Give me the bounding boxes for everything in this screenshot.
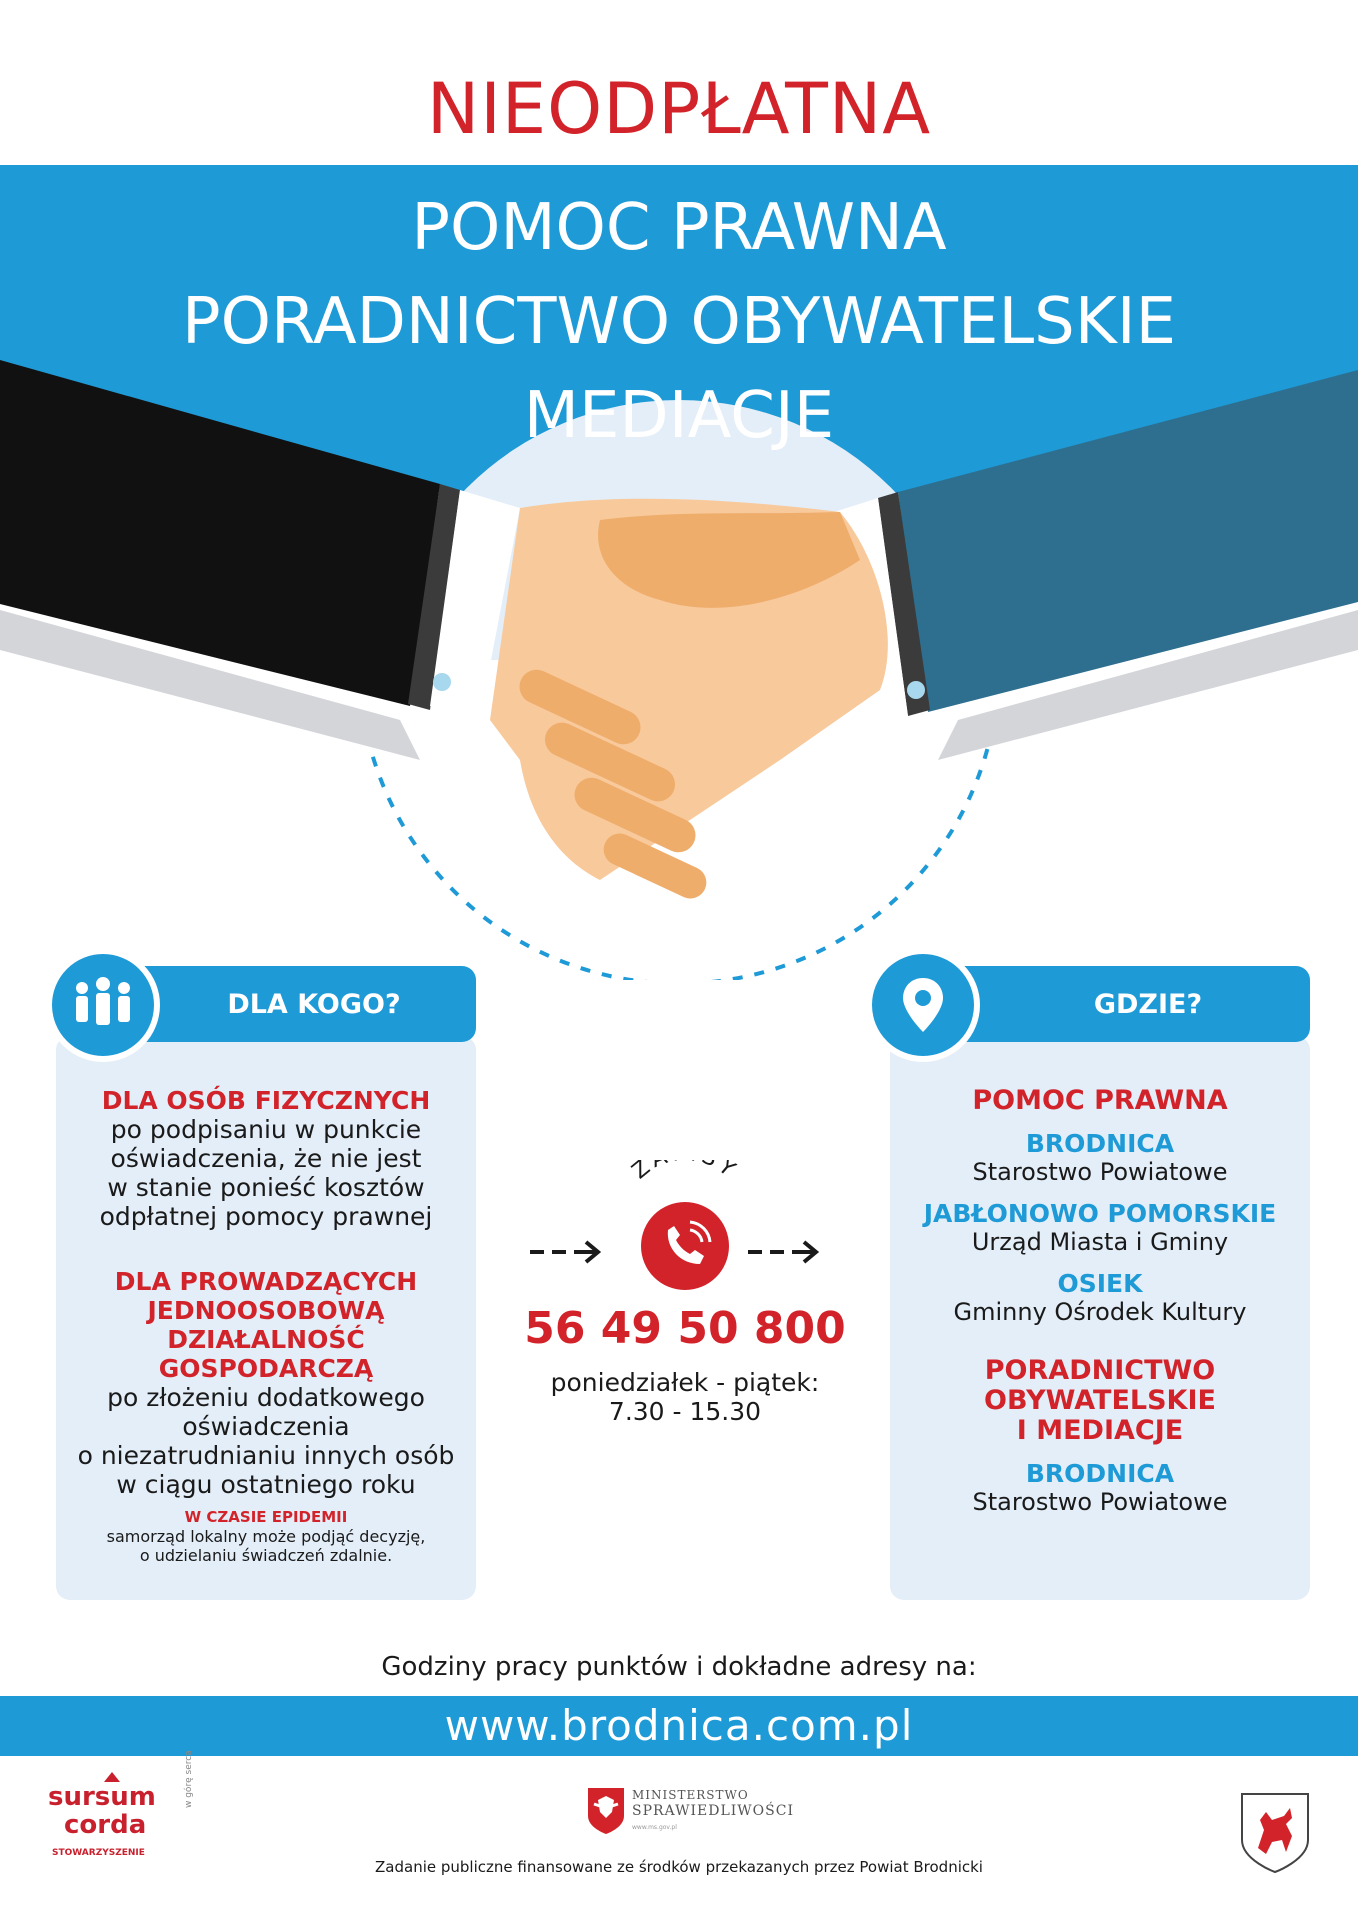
phone-number[interactable]: 56 49 50 800 [524,1303,846,1354]
page-title: NIEODPŁATNA [426,68,932,150]
office-hours [500,1368,870,1426]
office-time: 7.30 - 15.30 [608,1397,762,1426]
arrow-right-icon [748,1242,816,1262]
website-link[interactable]: www.brodnica.com.pl [0,1696,1358,1756]
who-block2-heading: JEDNOOSOBOWĄ [147,1296,385,1325]
who-block2-line: po złożeniu dodatkowego [107,1383,425,1412]
where-place: Gminny Ośrodek Kultury [953,1298,1247,1326]
epidemic-line: samorząd lokalny może podjąć decyzję, [106,1527,426,1546]
phone-icon[interactable] [641,1202,729,1290]
where-section2-heading: I MEDIACJE [1016,1415,1184,1446]
svg-text:ZAPISY [628,1160,743,1184]
ministry-line-2: SPRAWIEDLIWOŚCI [632,1803,794,1819]
who-block2-heading: DLA PROWADZĄCYCH [114,1267,418,1296]
where-section1-heading: POMOC PRAWNA [972,1085,1228,1116]
who-block1-line: oświadczenia, że nie jest [110,1144,422,1173]
headline-line-3: MEDIACJE [523,379,835,453]
county-crest-icon [1238,1790,1312,1876]
where-city: BRODNICA [1025,1129,1175,1158]
headline-line-2: PORADNICTWO OBYWATELSKIE [182,285,1176,359]
where-city: BRODNICA [1025,1459,1175,1488]
where-section2-heading: PORADNICTWO [984,1355,1216,1386]
ministry-url: www.ms.gov.pl [632,1824,677,1831]
where-city: JABŁONOWO POMORSKIE [923,1199,1277,1228]
who-block2-line: oświadczenia [182,1412,350,1441]
signup-label: Z Y [627,1160,743,1185]
hero-headline [0,191,1358,478]
where-city: OSIEK [1057,1269,1143,1298]
signup-block [500,1160,870,1304]
where-place: Starostwo Powiatowe [972,1488,1228,1516]
who-block2-heading: DZIAŁALNOŚĆ GOSPODARCZĄ [158,1325,374,1383]
who-description [56,1086,476,1499]
location-pin-icon [866,948,980,1062]
signup-graphic [500,1160,870,1300]
where-tab: GDZIE? [926,966,1310,1042]
who-block1-heading: DLA OSÓB FIZYCZNYCH [101,1086,431,1115]
headline-line-1: POMOC PRAWNA [411,191,947,265]
where-description [890,1086,1310,1516]
office-days: poniedziałek - piątek: [550,1368,820,1397]
epidemic-note [56,1508,476,1565]
where-place: Starostwo Powiatowe [972,1158,1228,1186]
logo-subtitle: STOWARZYSZENIE [52,1848,145,1858]
arrow-left-icon [530,1242,598,1262]
epidemic-heading: W CZASIE EPIDEMII [184,1508,348,1526]
ministry-logo [584,1786,794,1836]
who-block1-line: po podpisaniu w punkcie [110,1115,422,1144]
people-group-icon [46,948,160,1062]
epidemic-line: o udzielaniu świadczeń zdalnie. [139,1546,393,1565]
logo-word-2: corda [64,1810,147,1840]
who-block1-line: odpłatnej pomocy prawnej [99,1202,433,1231]
ministry-line-1: MINISTERSTWO [632,1788,749,1802]
logo-side-text: w górę serca [184,1750,194,1808]
funding-note: Zadanie publiczne finansowane ze środków przekazanych przez Powiat Brodnicki [375,1858,983,1876]
who-block1-line: w stanie ponieść kosztów [107,1173,425,1202]
where-section2-heading: OBYWATELSKIE [984,1385,1216,1416]
where-place: Urząd Miasta i Gminy [971,1228,1229,1256]
logo-word-1: sursum [48,1782,156,1812]
polish-eagle-icon [584,1786,628,1836]
who-tab: DLA KOGO? [92,966,476,1042]
who-block2-line: o niezatrudnianiu innych osób [77,1441,455,1470]
footer-lead: Godziny pracy punktów i dokładne adresy na: [381,1652,977,1682]
who-block2-line: w ciągu ostatniego roku [116,1470,416,1499]
